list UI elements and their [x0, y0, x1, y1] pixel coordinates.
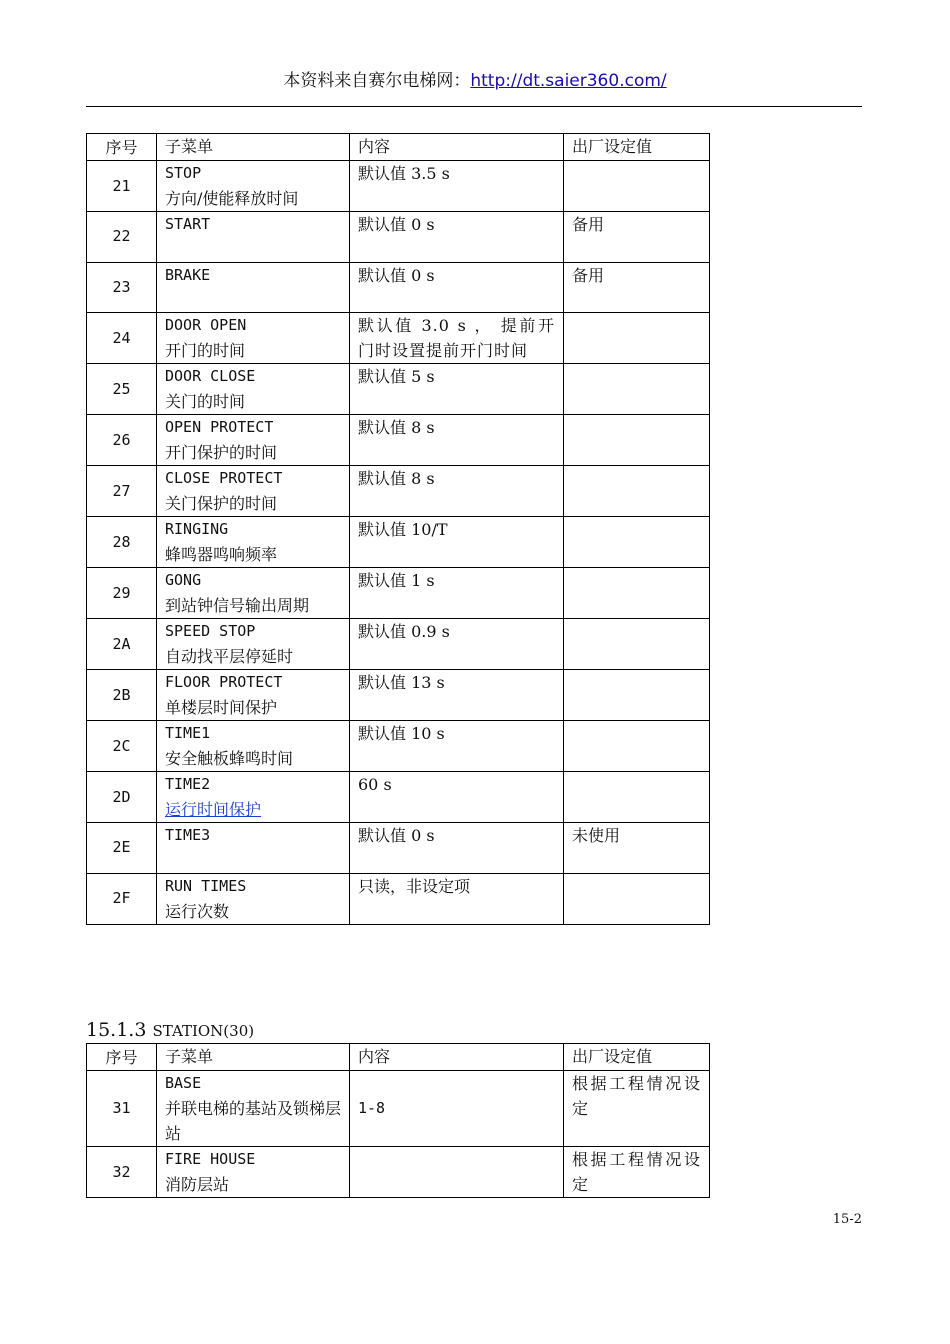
row-factory: [564, 313, 710, 364]
row-submenu: [157, 161, 350, 212]
submenu-zh: 并联电梯的基站及锁梯层站: [165, 1099, 342, 1143]
submenu-en: SPEED STOP: [165, 622, 256, 641]
row-factory: [564, 721, 710, 772]
submenu-en: TIME1: [165, 724, 211, 743]
table-row: [87, 1147, 710, 1198]
row-no: 2C: [87, 721, 157, 772]
section-heading: [86, 1019, 254, 1041]
row-submenu: [157, 212, 350, 263]
row-factory: [564, 415, 710, 466]
row-content: 默认值 8 s: [350, 466, 564, 517]
submenu-zh: 方向/使能释放时间: [165, 189, 299, 208]
row-no: 32: [87, 1147, 157, 1198]
row-factory: 根据工程情况设定: [564, 1071, 710, 1147]
row-content: 60 s: [350, 772, 564, 823]
header-no: 序号: [87, 1044, 157, 1071]
submenu-zh-link[interactable]: 运行时间保护: [165, 800, 262, 820]
row-submenu: [157, 568, 350, 619]
row-content: 1-8: [350, 1071, 564, 1147]
row-content: 默认值 3.0 s ， 提前开门时设置提前开门时间: [350, 313, 564, 364]
row-no: 2B: [87, 670, 157, 721]
header-link[interactable]: http://dt.saier360.com/: [470, 71, 667, 91]
row-factory: 根据工程情况设定: [564, 1147, 710, 1198]
table-header-row: [87, 1044, 710, 1071]
row-no: 29: [87, 568, 157, 619]
row-content: [350, 1147, 564, 1198]
row-content: 只读，非设定项: [350, 873, 564, 924]
row-factory: [564, 873, 710, 924]
submenu-zh: 安全触板蜂鸣时间: [165, 749, 294, 769]
row-submenu: [157, 262, 350, 313]
page-header: [0, 66, 950, 91]
submenu-en: RUN TIMES: [165, 876, 247, 895]
row-content: 默认值 5 s: [350, 364, 564, 415]
row-submenu: [157, 823, 350, 874]
row-no: 2A: [87, 619, 157, 670]
header-factory: 出厂设定值: [564, 1044, 710, 1071]
table-row: [87, 466, 710, 517]
row-factory: [564, 619, 710, 670]
row-submenu: [157, 721, 350, 772]
table-row: [87, 313, 710, 364]
row-content: 默认值 0 s: [350, 823, 564, 874]
row-no: 2F: [87, 873, 157, 924]
table-row: [87, 262, 710, 313]
row-submenu: [157, 619, 350, 670]
row-content: 默认值 10 s: [350, 721, 564, 772]
submenu-en: DOOR CLOSE: [165, 367, 256, 386]
submenu-zh: 开门保护的时间: [165, 443, 278, 463]
section-title: STATION(30): [152, 1022, 255, 1040]
table-row: [87, 1071, 710, 1147]
submenu-zh: 消防层站: [165, 1175, 230, 1194]
row-no: 21: [87, 161, 157, 212]
row-content: 默认值 3.5 s: [350, 161, 564, 212]
row-factory: [564, 772, 710, 823]
submenu-zh: 开门的时间: [165, 341, 246, 361]
row-no: 25: [87, 364, 157, 415]
table-row: [87, 619, 710, 670]
submenu-en: STOP: [165, 164, 202, 182]
submenu-zh: 运行次数: [165, 901, 230, 921]
row-submenu: [157, 466, 350, 517]
header-no: 序号: [87, 134, 157, 161]
row-submenu: [157, 364, 350, 415]
table-row: [87, 212, 710, 263]
row-content: 默认值 0 s: [350, 262, 564, 313]
header-submenu: 子菜单: [157, 134, 350, 161]
submenu-en: BRAKE: [165, 265, 211, 284]
row-content: 默认值 0.9 s: [350, 619, 564, 670]
row-factory: [564, 517, 710, 568]
row-factory: [564, 466, 710, 517]
row-content: 默认值 10/T: [350, 517, 564, 568]
row-submenu: [157, 313, 350, 364]
table-row: [87, 364, 710, 415]
submenu-en: TIME3: [165, 826, 211, 845]
header-factory: 出厂设定值: [564, 134, 710, 161]
submenu-en: BASE: [165, 1074, 202, 1092]
row-factory: 未使用: [564, 823, 710, 874]
table-row: [87, 721, 710, 772]
row-no: 23: [87, 262, 157, 313]
row-content: 默认值 0 s: [350, 212, 564, 263]
header-content: 内容: [350, 1044, 564, 1071]
table-row: [87, 823, 710, 874]
row-factory: [564, 161, 710, 212]
header-content: 内容: [350, 134, 564, 161]
submenu-en: FIRE HOUSE: [165, 1150, 256, 1168]
submenu-en: GONG: [165, 571, 202, 590]
page-number: 15-2: [832, 1212, 862, 1227]
header-rule: [86, 106, 862, 107]
submenu-en: START: [165, 215, 211, 233]
submenu-en: RINGING: [165, 520, 229, 539]
row-content: 默认值 1 s: [350, 568, 564, 619]
row-no: 2E: [87, 823, 157, 874]
row-factory: [564, 568, 710, 619]
submenu-en: FLOOR PROTECT: [165, 673, 283, 692]
row-no: 22: [87, 212, 157, 263]
table-header-row: [87, 134, 710, 161]
section-number: 15.1.3: [86, 1019, 147, 1041]
submenu-zh: 关门的时间: [165, 392, 246, 412]
submenu-zh: 自动找平层停延时: [165, 647, 294, 667]
table-row: [87, 873, 710, 924]
row-submenu: [157, 415, 350, 466]
table-row: [87, 517, 710, 568]
header-prefix: 本资料来自赛尔电梯网：: [283, 71, 471, 91]
station-table: [86, 1043, 710, 1198]
row-no: 31: [87, 1071, 157, 1147]
row-submenu: [157, 670, 350, 721]
row-no: 24: [87, 313, 157, 364]
submenu-zh: 单楼层时间保护: [165, 698, 278, 718]
row-no: 2D: [87, 772, 157, 823]
row-factory: [564, 364, 710, 415]
submenu-en: DOOR OPEN: [165, 316, 247, 335]
submenu-zh: 到站钟信号输出周期: [165, 596, 310, 616]
submenu-en: TIME2: [165, 775, 211, 794]
row-submenu: [157, 1147, 350, 1198]
submenu-zh: 蜂鸣器鸣响频率: [165, 545, 278, 565]
row-factory: 备用: [564, 262, 710, 313]
row-submenu: [157, 772, 350, 823]
table-row: [87, 568, 710, 619]
row-no: 28: [87, 517, 157, 568]
header-submenu: 子菜单: [157, 1044, 350, 1071]
row-content: 默认值 13 s: [350, 670, 564, 721]
row-factory: 备用: [564, 212, 710, 263]
row-submenu: [157, 1071, 350, 1147]
row-factory: [564, 670, 710, 721]
row-submenu: [157, 873, 350, 924]
row-no: 27: [87, 466, 157, 517]
table-row: [87, 161, 710, 212]
submenu-en: OPEN PROTECT: [165, 418, 274, 437]
row-no: 26: [87, 415, 157, 466]
submenu-en: CLOSE PROTECT: [165, 469, 283, 488]
table-row: [87, 415, 710, 466]
row-content: 默认值 8 s: [350, 415, 564, 466]
table-row: [87, 772, 710, 823]
submenu-zh: 关门保护的时间: [165, 494, 278, 514]
row-submenu: [157, 517, 350, 568]
table-row: [87, 670, 710, 721]
timer-table: [86, 133, 710, 925]
